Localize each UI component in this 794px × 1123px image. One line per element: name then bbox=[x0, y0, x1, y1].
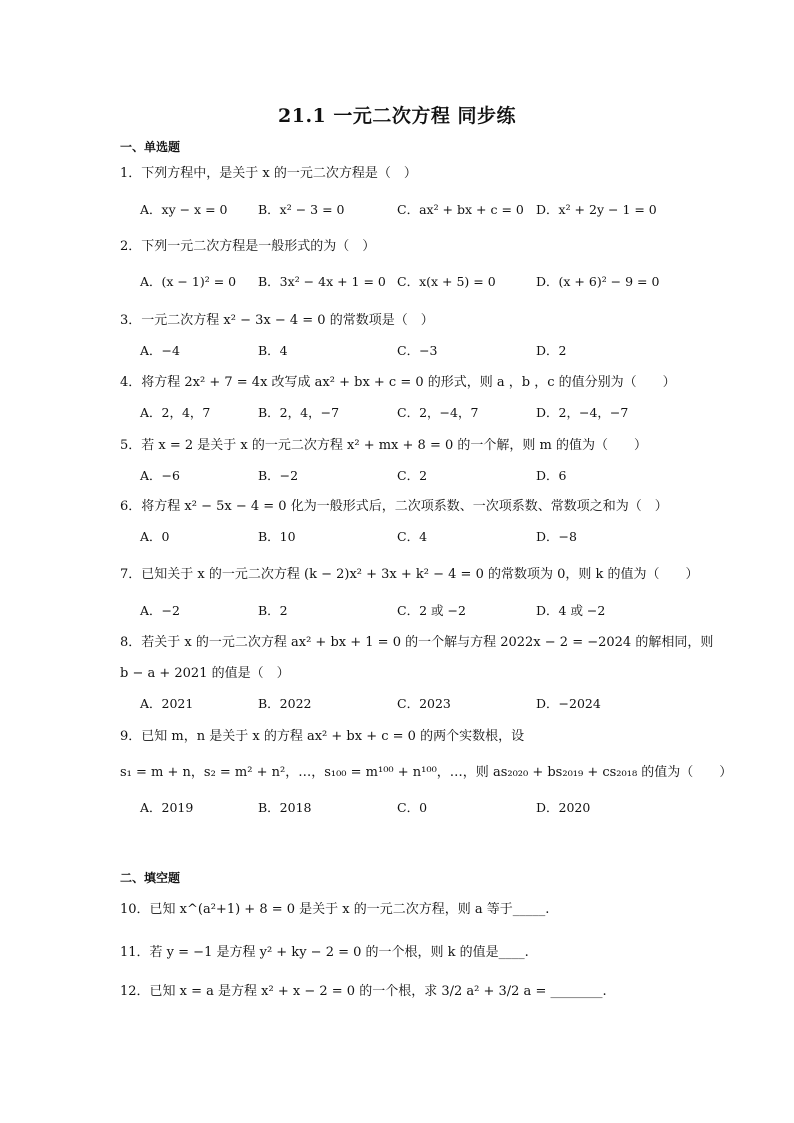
question-6-option-d: D．−8 bbox=[536, 529, 577, 544]
question-3-option-d: D．2 bbox=[536, 343, 567, 358]
question-7-option-a: A．−2 bbox=[140, 603, 180, 618]
section-heading-fill-in: 二、填空题 bbox=[120, 871, 181, 885]
question-2-option-a: A．(x − 1)² = 0 bbox=[140, 274, 237, 289]
question-9-stem-continued: s₁ = m + n，s₂ = m² + n²，…，s₁₀₀ = m¹⁰⁰ + n¹⁰⁰，…，则 as₂₀₂₀ + bs₂₀₁₉ + cs₂₀₁₈ 的值为（ ） bbox=[120, 765, 733, 780]
question-3-option-a: A．−4 bbox=[140, 343, 180, 358]
question-8-option-c: C．2023 bbox=[397, 696, 451, 711]
question-11-stem: 11．若 y = −1 是方程 y² + ky − 2 = 0 的一个根，则 k 的值是____. bbox=[120, 945, 529, 960]
question-5-option-a: A．−6 bbox=[140, 468, 180, 483]
question-1-option-b: B．x² − 3 = 0 bbox=[258, 202, 345, 217]
question-1-option-d: D．x² + 2y − 1 = 0 bbox=[536, 202, 657, 217]
question-7-stem: 7．已知关于 x 的一元二次方程 (k − 2)x² + 3x + k² − 4 = 0 的常数项为 0，则 k 的值为（ ） bbox=[120, 567, 699, 582]
question-10-stem: 10．已知 x^(a²+1) + 8 = 0 是关于 x 的一元二次方程，则 a 等于_____. bbox=[120, 902, 550, 917]
question-6-option-a: A．0 bbox=[140, 529, 170, 544]
question-1-option-c: C．ax² + bx + c = 0 bbox=[397, 202, 524, 217]
question-9-option-d: D．2020 bbox=[536, 800, 591, 815]
question-4-option-b: B．2，4，−7 bbox=[258, 405, 340, 420]
question-3-stem: 3．一元二次方程 x² − 3x − 4 = 0 的常数项是（ ） bbox=[120, 313, 434, 328]
question-8-option-a: A．2021 bbox=[140, 696, 194, 711]
question-2-option-d: D．(x + 6)² − 9 = 0 bbox=[536, 274, 660, 289]
question-9-option-b: B．2018 bbox=[258, 800, 312, 815]
question-9-stem: 9．已知 m，n 是关于 x 的方程 ax² + bx + c = 0 的两个实数根，设 bbox=[120, 729, 525, 744]
question-4-stem: 4．将方程 2x² + 7 = 4x 改写成 ax² + bx + c = 0 的形式，则 a ，b ，c 的值分别为（ ） bbox=[120, 375, 676, 390]
question-12-stem: 12．已知 x = a 是方程 x² + x − 2 = 0 的一个根，求 3/2 a² + 3/2 a = ________. bbox=[120, 984, 607, 999]
question-6-stem: 6．将方程 x² − 5x − 4 = 0 化为一般形式后，二次项系数、一次项系数、常数项之和为（ ） bbox=[120, 499, 668, 514]
question-4-option-c: C．2，−4，7 bbox=[397, 405, 479, 420]
question-2-option-c: C．x(x + 5) = 0 bbox=[397, 274, 496, 289]
question-4-option-a: A．2，4，7 bbox=[140, 405, 211, 420]
question-8-option-d: D．−2024 bbox=[536, 696, 601, 711]
question-3-option-c: C．−3 bbox=[397, 343, 438, 358]
question-2-stem: 2．下列一元二次方程是一般形式的为（ ） bbox=[120, 239, 376, 254]
question-4-option-d: D．2，−4，−7 bbox=[536, 405, 629, 420]
question-9-option-a: A．2019 bbox=[140, 800, 194, 815]
question-8-stem-continued: b − a + 2021 的值是（ ） bbox=[120, 666, 290, 681]
question-6-option-b: B．10 bbox=[258, 529, 296, 544]
question-7-option-d: D．4 或 −2 bbox=[536, 603, 606, 618]
question-1-option-a: A．xy − x = 0 bbox=[140, 202, 228, 217]
question-2-option-b: B．3x² − 4x + 1 = 0 bbox=[258, 274, 386, 289]
question-5-option-d: D．6 bbox=[536, 468, 567, 483]
question-7-option-b: B．2 bbox=[258, 603, 288, 618]
question-8-stem: 8．若关于 x 的一元二次方程 ax² + bx + 1 = 0 的一个解与方程 2022x − 2 = −2024 的解相同，则 bbox=[120, 635, 714, 650]
question-8-option-b: B．2022 bbox=[258, 696, 312, 711]
question-5-stem: 5．若 x = 2 是关于 x 的一元二次方程 x² + mx + 8 = 0 的一个解，则 m 的值为（ ） bbox=[120, 438, 647, 453]
question-6-option-c: C．4 bbox=[397, 529, 428, 544]
question-9-option-c: C．0 bbox=[397, 800, 428, 815]
page-title: 21.1 一元二次方程 同步练 bbox=[278, 105, 517, 127]
question-5-option-c: C．2 bbox=[397, 468, 428, 483]
question-3-option-b: B．4 bbox=[258, 343, 288, 358]
question-7-option-c: C．2 或 −2 bbox=[397, 603, 466, 618]
section-heading-single-choice: 一、单选题 bbox=[120, 140, 181, 154]
question-5-option-b: B．−2 bbox=[258, 468, 299, 483]
question-1-stem: 1．下列方程中，是关于 x 的一元二次方程是（ ） bbox=[120, 166, 417, 181]
